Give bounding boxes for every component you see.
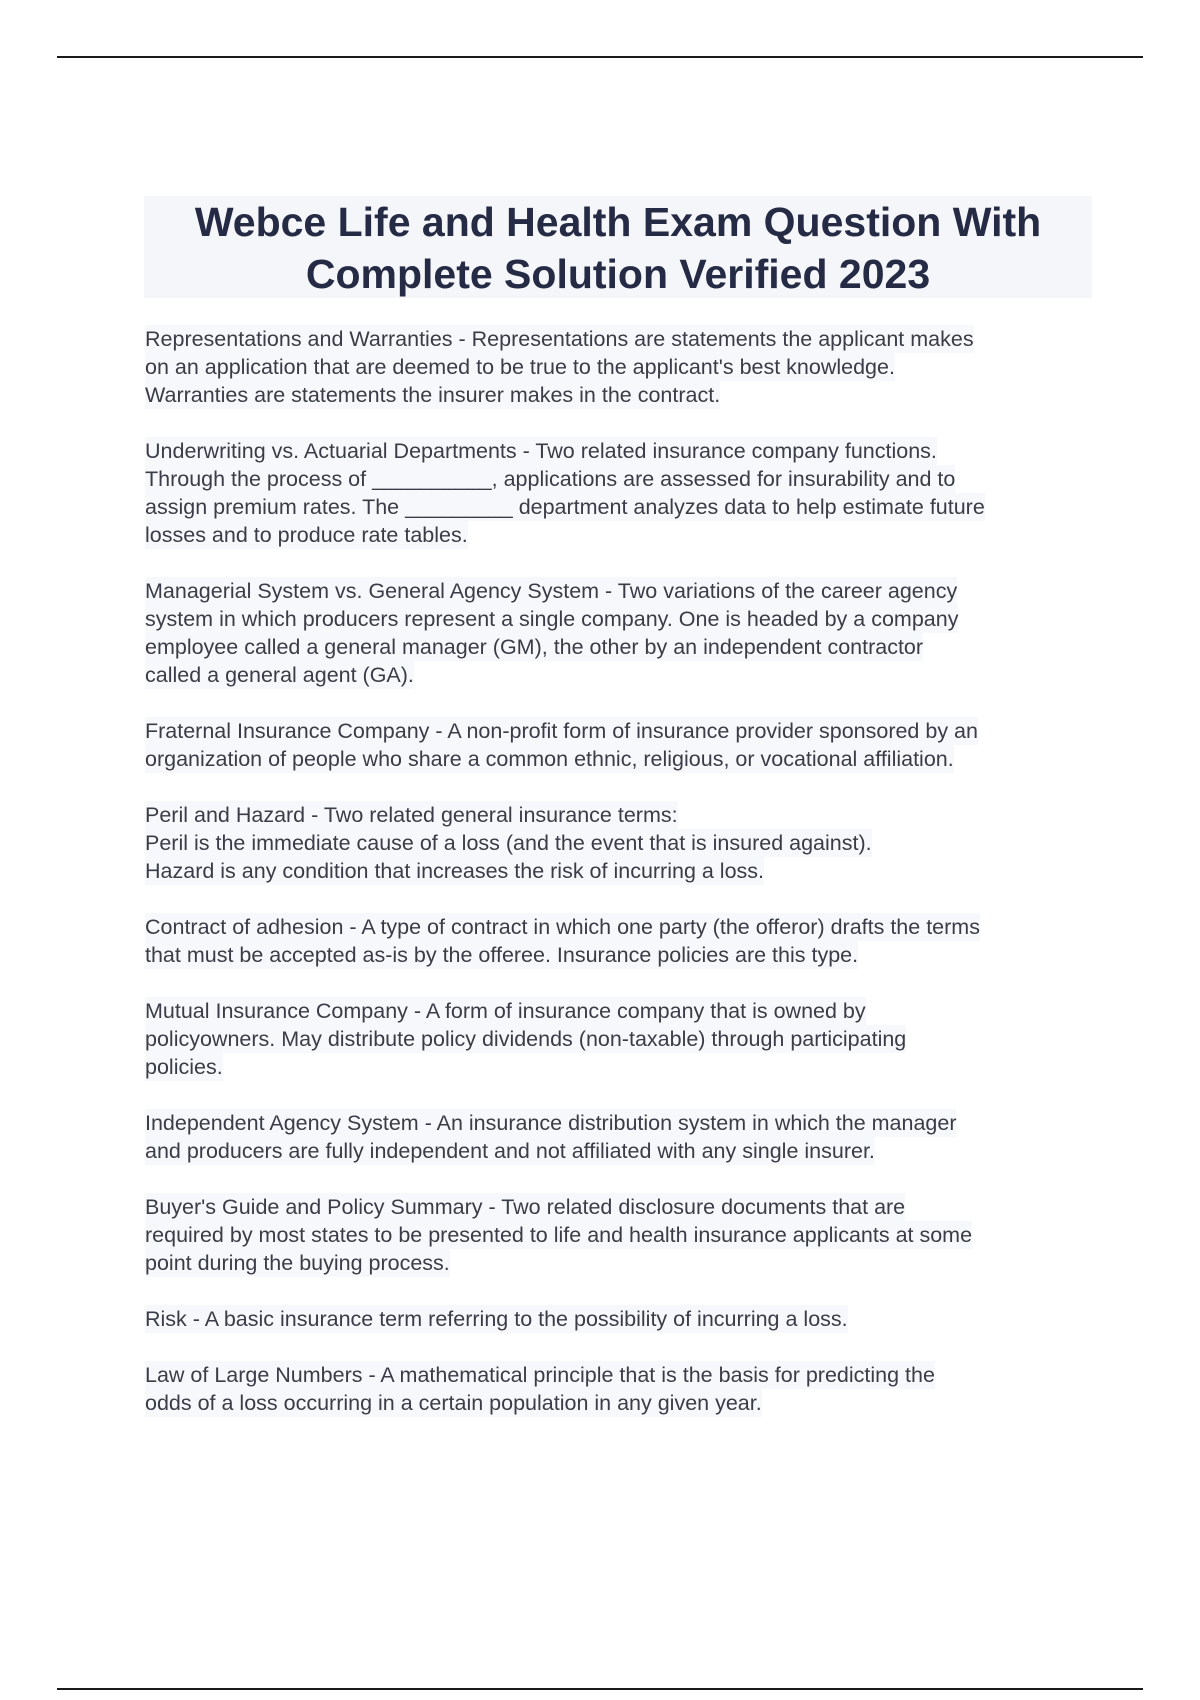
document-title xyxy=(144,196,1092,298)
entry-line: point during the buying process. xyxy=(145,1251,450,1275)
entry-line: Fraternal Insurance Company - A non-profit form of insurance provider sponsored by an xyxy=(145,719,978,743)
entry-line: Representations and Warranties - Representations are statements the applicant makes xyxy=(145,327,974,351)
entry-line: Hazard is any condition that increases the risk of incurring a loss. xyxy=(145,859,765,883)
entry-fraternal-insurance xyxy=(145,717,1105,773)
entry-line: employee called a general manager (GM), the other by an independent contractor xyxy=(145,635,924,659)
entry-line: system in which producers represent a single company. One is headed by a company xyxy=(145,607,959,631)
entry-peril-hazard xyxy=(145,801,1105,885)
entry-line: Mutual Insurance Company - A form of insurance company that is owned by xyxy=(145,999,866,1023)
entry-line: Peril and Hazard - Two related general insurance terms: xyxy=(145,803,678,827)
title-line-2: Complete Solution Verified 2023 xyxy=(305,251,931,297)
entry-line: that must be accepted as-is by the offeree. Insurance policies are this type. xyxy=(145,943,859,967)
entry-line: Law of Large Numbers - A mathematical principle that is the basis for predicting the xyxy=(145,1363,935,1387)
entry-underwriting-actuarial xyxy=(145,437,1105,549)
entry-buyers-guide xyxy=(145,1193,1105,1277)
entry-law-large-numbers xyxy=(145,1361,1105,1417)
entry-line: Through the process of __________, applications are assessed for insurability and to xyxy=(145,467,956,491)
entry-mutual-insurance xyxy=(145,997,1105,1081)
entry-line: Managerial System vs. General Agency System - Two variations of the career agency xyxy=(145,579,958,603)
entry-line: losses and to produce rate tables. xyxy=(145,523,468,547)
bottom-rule xyxy=(57,1688,1143,1690)
entry-line: required by most states to be presented to life and health insurance applicants at some xyxy=(145,1223,973,1247)
entry-line: policies. xyxy=(145,1055,223,1079)
entry-line: and producers are fully independent and not affiliated with any single insurer. xyxy=(145,1139,875,1163)
entry-line: organization of people who share a common ethnic, religious, or vocational affiliation. xyxy=(145,747,954,771)
entry-line: Peril is the immediate cause of a loss (and the event that is insured against). xyxy=(145,831,872,855)
top-rule xyxy=(57,56,1143,58)
entry-managerial-general-agency xyxy=(145,577,1105,689)
entry-representations-warranties xyxy=(145,325,1105,409)
entry-line: odds of a loss occurring in a certain population in any given year. xyxy=(145,1391,762,1415)
entry-line: Independent Agency System - An insurance distribution system in which the manager xyxy=(145,1111,957,1135)
entry-contract-adhesion xyxy=(145,913,1105,969)
entry-line: Risk - A basic insurance term referring to the possibility of incurring a loss. xyxy=(145,1307,848,1331)
entry-line: called a general agent (GA). xyxy=(145,663,414,687)
entry-independent-agency xyxy=(145,1109,1105,1165)
entry-line: Warranties are statements the insurer makes in the contract. xyxy=(145,383,721,407)
qa-list xyxy=(145,325,1105,1445)
entry-line: assign premium rates. The _________ department analyzes data to help estimate future xyxy=(145,495,985,519)
entry-risk xyxy=(145,1305,1105,1333)
entry-line: Underwriting vs. Actuarial Departments - Two related insurance company functions. xyxy=(145,439,937,463)
title-line-1: Webce Life and Health Exam Question With xyxy=(194,199,1042,245)
entry-line: Contract of adhesion - A type of contract in which one party (the offeror) drafts the terms xyxy=(145,915,980,939)
entry-line: on an application that are deemed to be true to the applicant's best knowledge. xyxy=(145,355,895,379)
entry-line: policyowners. May distribute policy dividends (non-taxable) through participating xyxy=(145,1027,907,1051)
entry-line: Buyer's Guide and Policy Summary - Two related disclosure documents that are xyxy=(145,1195,906,1219)
